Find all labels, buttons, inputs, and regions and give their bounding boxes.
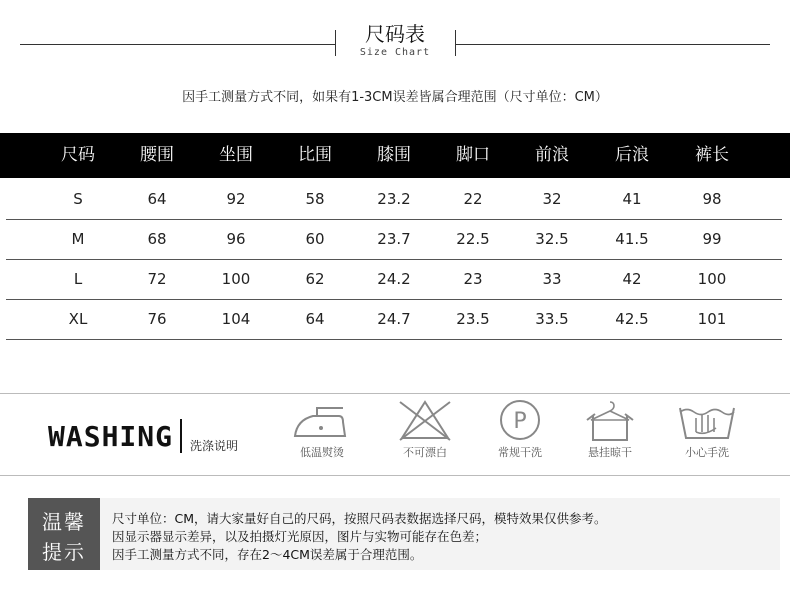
table-cell: 22.5 xyxy=(456,230,490,248)
table-cell: L xyxy=(73,270,83,288)
no-bleach-icon xyxy=(390,398,460,442)
title-right-tick xyxy=(455,30,456,56)
hang-dry-label: 悬挂晾干 xyxy=(588,446,632,459)
col-header-size: 尺码 xyxy=(61,145,95,165)
table-cell: 23 xyxy=(463,270,483,288)
table-cell: 98 xyxy=(702,190,722,208)
col-header-waist: 腰围 xyxy=(140,145,174,165)
table-cell: 41.5 xyxy=(615,230,649,248)
col-header-back-rise: 后浪 xyxy=(615,145,649,165)
tips-line: 因显示器显示差异，以及拍摄灯光原因，图片与实物可能存在色差； xyxy=(112,529,488,544)
table-cell: 23.5 xyxy=(456,310,490,328)
tips-line: 尺寸单位：CM，请大家量好自己的尺码，按照尺码表数据选择尺码，模特效果仅供参考。 xyxy=(112,511,607,526)
table-cell: 22 xyxy=(463,190,483,208)
tips-title-line2: 提示 xyxy=(42,540,86,564)
dry-clean-p-icon xyxy=(485,398,555,442)
table-cell: 92 xyxy=(226,190,246,208)
washing-subtitle: 洗涤说明 xyxy=(190,439,239,453)
page-subtitle: Size Chart xyxy=(359,47,431,58)
tips-badge xyxy=(28,498,100,570)
title-left-rule xyxy=(20,44,335,45)
table-cell: 42.5 xyxy=(615,310,649,328)
table-cell: 23.7 xyxy=(377,230,411,248)
table-cell: 76 xyxy=(147,310,167,328)
table-cell: 100 xyxy=(221,270,251,288)
hand-wash-label: 小心手洗 xyxy=(685,446,729,459)
col-header-leg-opening: 脚口 xyxy=(456,145,490,165)
table-cell: 32 xyxy=(542,190,562,208)
table-cell: 104 xyxy=(221,310,251,328)
table-row xyxy=(6,219,782,260)
table-cell: 33.5 xyxy=(535,310,569,328)
table-cell: S xyxy=(73,190,83,208)
no-bleach-label: 不可漂白 xyxy=(403,446,447,459)
washing-bottom-divider xyxy=(0,475,790,476)
tips-line: 因手工测量方式不同，存在2～4CM误差属于合理范围。 xyxy=(112,547,423,562)
table-cell: 60 xyxy=(305,230,325,248)
table-cell: XL xyxy=(68,310,88,328)
tips-title-line1: 温馨 xyxy=(42,510,86,534)
size-table-header xyxy=(0,133,790,178)
table-cell: 42 xyxy=(622,270,642,288)
table-row xyxy=(6,299,782,340)
col-header-thigh: 比围 xyxy=(298,145,332,165)
table-cell: 99 xyxy=(702,230,722,248)
table-cell: 24.2 xyxy=(377,270,411,288)
col-header-front-rise: 前浪 xyxy=(535,145,569,165)
page-title: 尺码表 xyxy=(365,22,425,46)
measurement-note: 因手工测量方式不同，如果有1-3CM误差皆属合理范围（尺寸单位：CM） xyxy=(182,90,608,105)
table-cell: M xyxy=(71,230,85,248)
washing-top-divider xyxy=(0,393,790,394)
table-cell: 33 xyxy=(542,270,562,288)
col-header-hip: 坐围 xyxy=(219,145,253,165)
col-header-knee: 膝围 xyxy=(377,145,411,165)
table-cell: 96 xyxy=(226,230,246,248)
table-cell: 68 xyxy=(147,230,167,248)
table-cell: 100 xyxy=(697,270,727,288)
table-cell: 62 xyxy=(305,270,325,288)
svg-text:P: P xyxy=(513,409,527,434)
hand-wash-icon xyxy=(672,398,742,442)
table-cell: 32.5 xyxy=(535,230,569,248)
table-row xyxy=(6,259,782,300)
col-header-length: 裤长 xyxy=(695,145,729,165)
low-temp-iron-label: 低温熨烫 xyxy=(300,446,344,459)
table-cell: 64 xyxy=(305,310,325,328)
hang-dry-icon xyxy=(575,398,645,442)
washing-title: WASHING xyxy=(48,420,174,453)
table-row xyxy=(6,179,782,220)
washing-separator xyxy=(180,419,182,453)
title-right-rule xyxy=(455,44,770,45)
table-cell: 64 xyxy=(147,190,167,208)
table-cell: 72 xyxy=(147,270,167,288)
table-cell: 23.2 xyxy=(377,190,411,208)
table-cell: 24.7 xyxy=(377,310,411,328)
dry-clean-label: 常规干洗 xyxy=(498,446,542,459)
table-cell: 41 xyxy=(622,190,642,208)
low-temp-iron-icon xyxy=(287,398,357,442)
table-cell: 101 xyxy=(697,310,727,328)
table-cell: 58 xyxy=(305,190,325,208)
